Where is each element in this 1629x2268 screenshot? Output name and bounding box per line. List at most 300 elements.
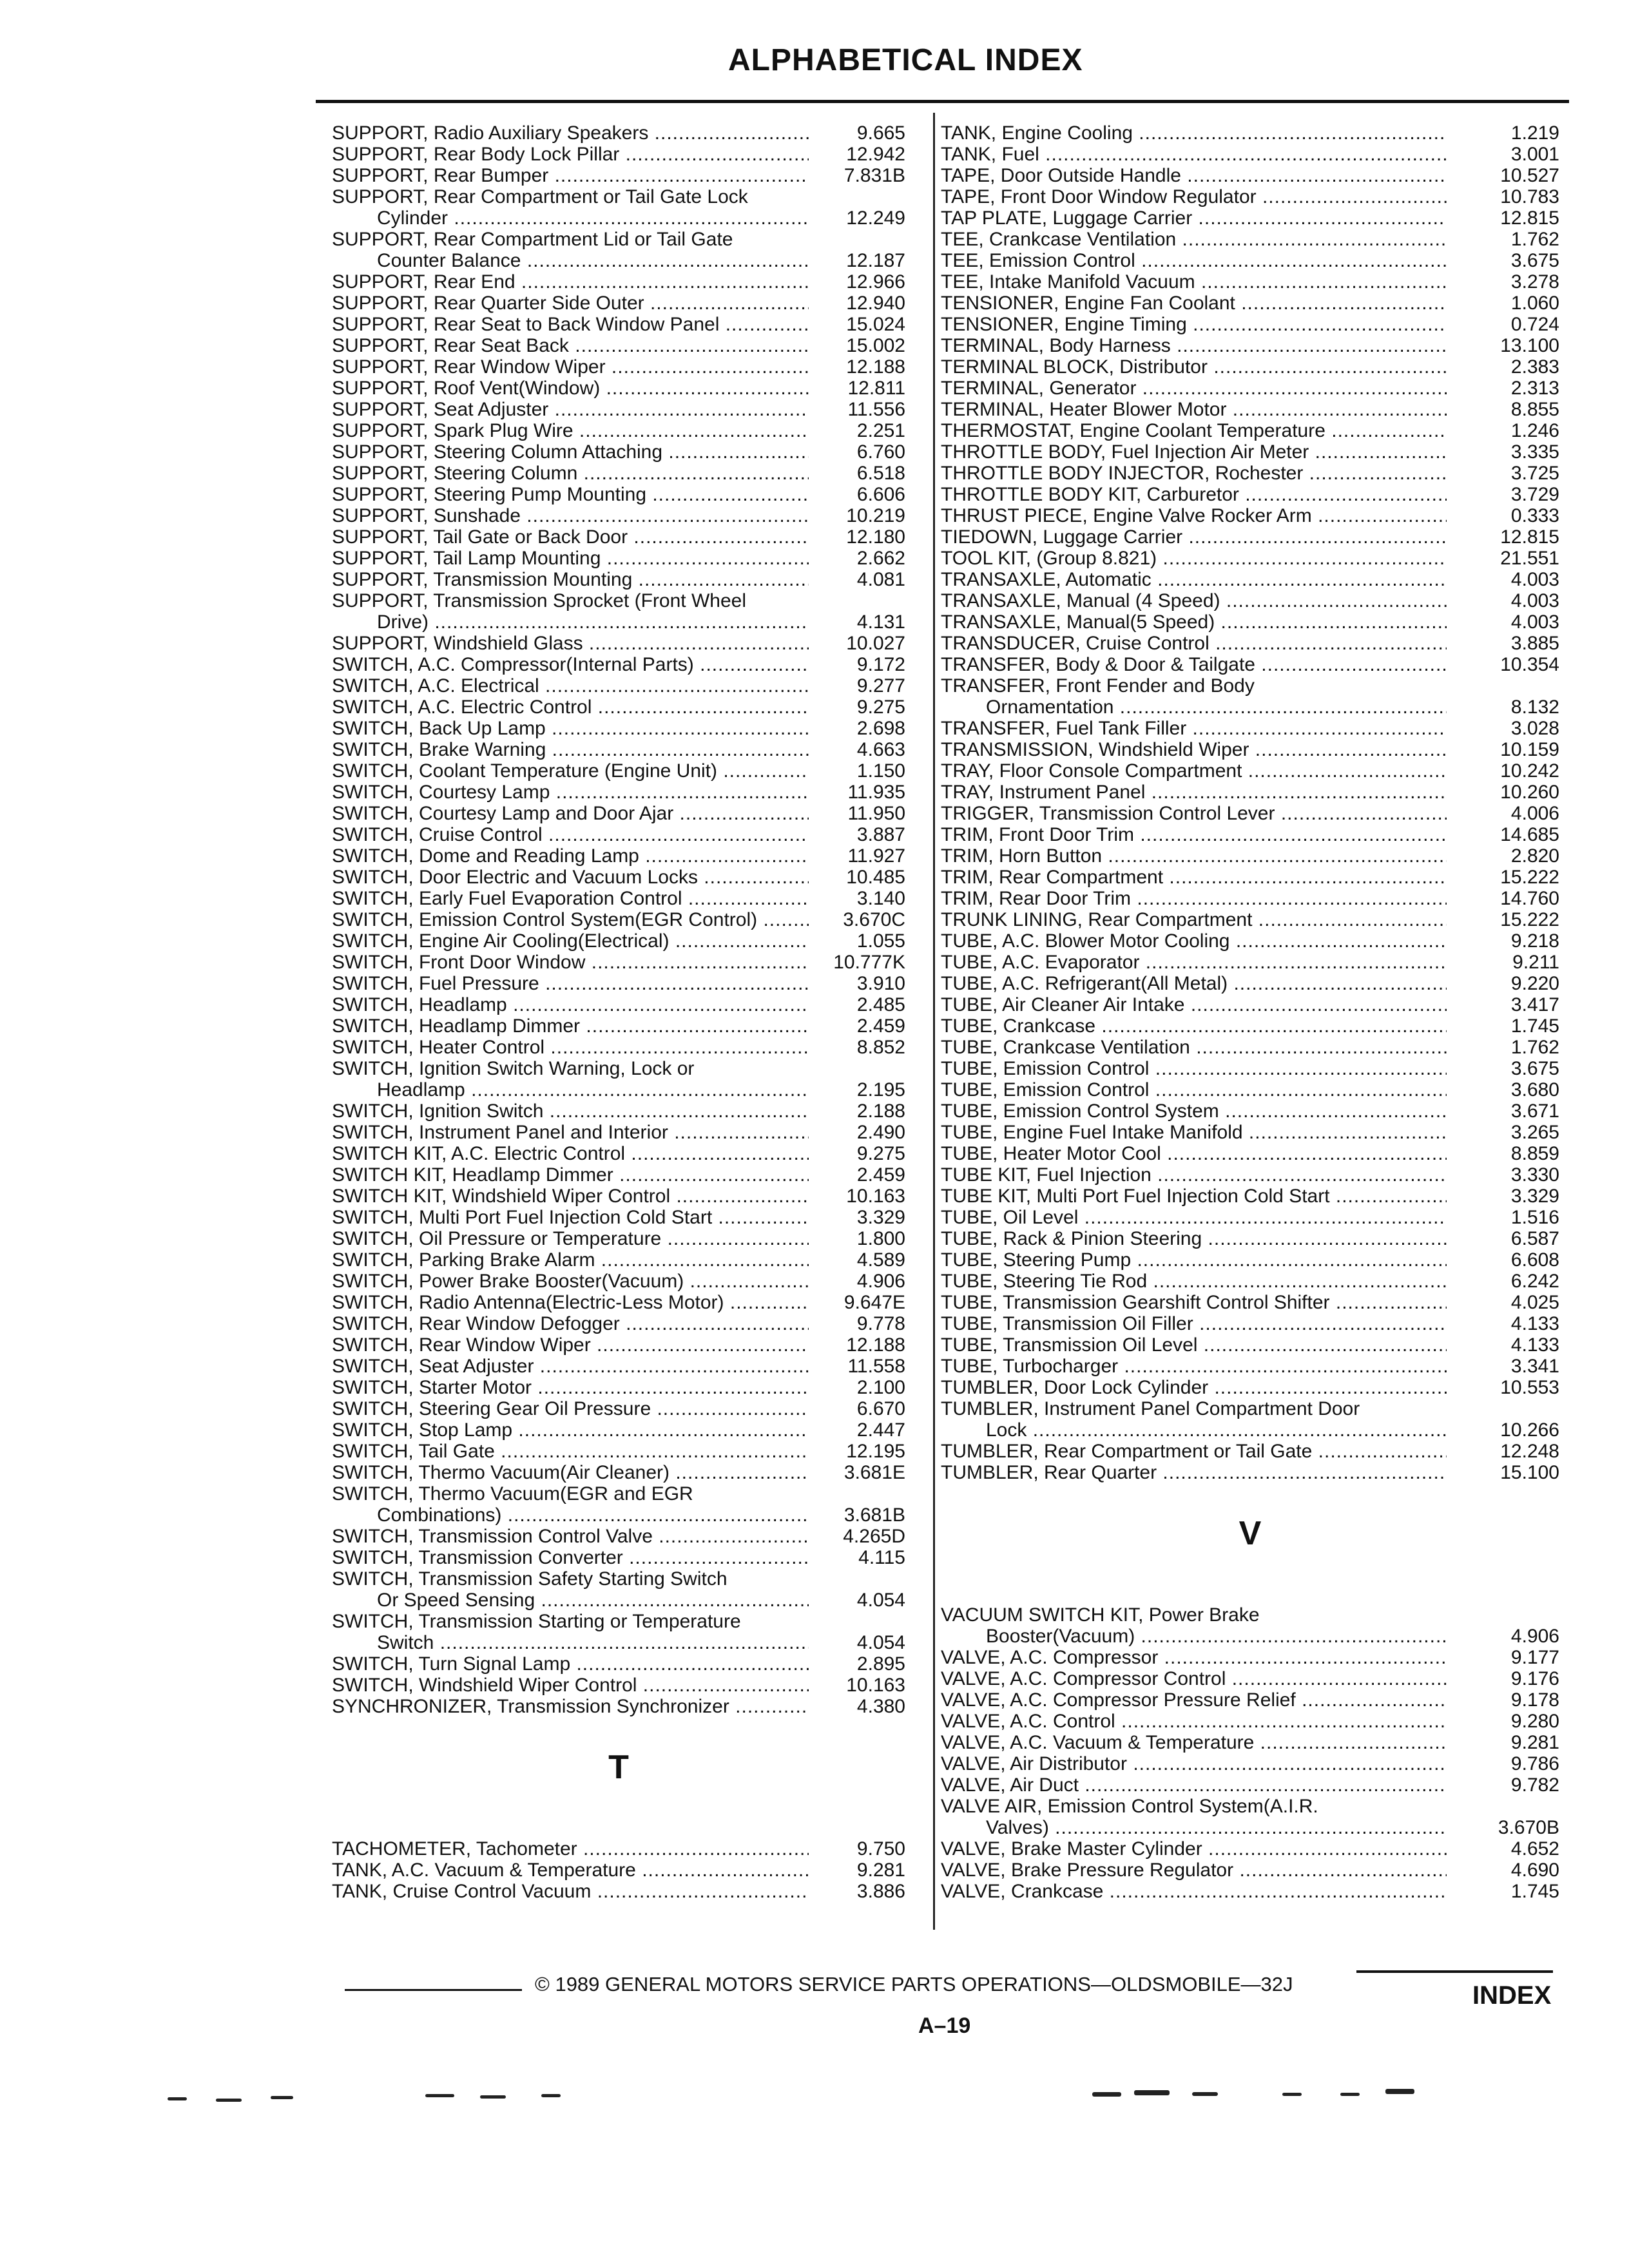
- entry-page-ref: 9.218: [1510, 930, 1559, 952]
- entry-text-continuation: Or Speed Sensing .....: [332, 1590, 809, 1611]
- entry-text: SWITCH, Courtesy Lamp and Door Ajar .....: [332, 803, 809, 824]
- entry-page-ref: 3.671: [1510, 1100, 1559, 1122]
- index-entry-label: [332, 505, 809, 526]
- index-entry: [941, 207, 1559, 229]
- entry-text: SWITCH, Coolant Temperature (Engine Unit) .....: [332, 760, 809, 782]
- index-entry-label: [332, 867, 809, 888]
- entry-page-ref: 8.852: [856, 1037, 905, 1058]
- entry-page-ref: 3.681E: [843, 1462, 905, 1483]
- entry-text: SUPPORT, Rear Window Wiper .....: [332, 356, 809, 378]
- scan-mark: [541, 2094, 561, 2097]
- entry-page-ref: 3.028: [1510, 718, 1559, 739]
- index-entry-label: [941, 633, 1447, 654]
- index-entry: [332, 1334, 905, 1356]
- entry-page-ref: 9.281: [1510, 1732, 1559, 1753]
- entry-text: SWITCH KIT, A.C. Electric Control .....: [332, 1143, 809, 1164]
- index-entry: [332, 590, 905, 633]
- index-entry-label: [941, 1732, 1447, 1753]
- index-entry-label: [941, 718, 1447, 739]
- entry-text: TIEDOWN, Luggage Carrier .....: [941, 526, 1447, 548]
- entry-text: SWITCH, A.C. Compressor(Internal Parts) .....: [332, 654, 809, 675]
- index-entry: [941, 1689, 1559, 1711]
- entry-list: [332, 122, 905, 1717]
- entry-text: TERMINAL, Generator .....: [941, 378, 1447, 399]
- entry-page-ref: 9.178: [1510, 1689, 1559, 1711]
- index-entry: [332, 548, 905, 569]
- index-entry: [332, 1122, 905, 1143]
- index-entry: [332, 1377, 905, 1398]
- index-entry: [332, 1249, 905, 1271]
- entry-text-continuation: Switch .....: [332, 1632, 809, 1653]
- index-entry: [941, 1732, 1559, 1753]
- entry-page-ref: 10.783: [1500, 186, 1559, 207]
- entry-text: SUPPORT, Rear Quarter Side Outer .....: [332, 293, 809, 314]
- index-entry-label: [941, 1122, 1447, 1143]
- scan-mark: [480, 2095, 506, 2099]
- entry-text: VALVE, A.C. Vacuum & Temperature .....: [941, 1732, 1447, 1753]
- index-entry-label: [941, 1037, 1447, 1058]
- entry-page-ref: 4.265D: [843, 1526, 905, 1547]
- index-entry-label: [332, 1100, 809, 1122]
- index-entry: [941, 165, 1559, 186]
- entry-text: TUBE, A.C. Evaporator .....: [941, 952, 1447, 973]
- entry-text: SWITCH, Dome and Reading Lamp .....: [332, 845, 809, 867]
- index-entry: [941, 1143, 1559, 1164]
- index-entry: [941, 888, 1559, 909]
- entry-page-ref: 12.811: [847, 378, 905, 399]
- entry-page-ref: 9.220: [1510, 973, 1559, 994]
- index-entry-label: [332, 1122, 809, 1143]
- index-entry: [332, 144, 905, 165]
- scan-mark: [1282, 2093, 1302, 2096]
- index-entry: [941, 633, 1559, 654]
- scan-mark: [271, 2096, 293, 2099]
- entry-page-ref: 3.725: [1510, 463, 1559, 484]
- index-entry: [332, 1015, 905, 1037]
- index-entry: [941, 526, 1559, 548]
- index-entry: [941, 335, 1559, 356]
- entry-page-ref: 15.100: [1500, 1462, 1559, 1483]
- entry-text: VALVE, Air Distributor .....: [941, 1753, 1447, 1774]
- entry-page-ref: 1.516: [1510, 1207, 1559, 1228]
- entry-text: VALVE, A.C. Control .....: [941, 1711, 1447, 1732]
- entry-text: TERMINAL, Heater Blower Motor .....: [941, 399, 1447, 420]
- entry-page-ref: 1.219: [1510, 122, 1559, 144]
- footer-rule-left: [345, 1989, 522, 1991]
- index-entry-label: [941, 420, 1447, 441]
- entry-text: TUBE, Engine Fuel Intake Manifold .....: [941, 1122, 1447, 1143]
- entry-text: TANK, Fuel .....: [941, 144, 1447, 165]
- left-column: [332, 122, 905, 1902]
- index-entry-label: [332, 1881, 809, 1902]
- entry-text: TRANSAXLE, Manual (4 Speed) .....: [941, 590, 1447, 611]
- entry-page-ref: 4.006: [1510, 803, 1559, 824]
- entry-text: SWITCH KIT, Headlamp Dimmer .....: [332, 1164, 809, 1186]
- index-entry: [332, 484, 905, 505]
- index-entry: [941, 1881, 1559, 1902]
- index-entry: [332, 1292, 905, 1313]
- index-entry-label: [941, 952, 1447, 973]
- entry-text: SUPPORT, Radio Auxiliary Speakers .....: [332, 122, 809, 144]
- index-entry-label: [941, 1398, 1447, 1441]
- entry-page-ref: 3.675: [1510, 1058, 1559, 1079]
- index-entry: [332, 122, 905, 144]
- index-entry-label: [941, 1143, 1447, 1164]
- index-entry-label: [941, 1079, 1447, 1100]
- entry-page-ref: 10.163: [846, 1675, 905, 1696]
- entry-text: VALVE, A.C. Compressor Pressure Relief .....: [941, 1689, 1447, 1711]
- index-entry-label: [332, 122, 809, 144]
- entry-text: SWITCH, Parking Brake Alarm .....: [332, 1249, 809, 1271]
- entry-page-ref: 3.729: [1510, 484, 1559, 505]
- entry-page-ref: 11.556: [847, 399, 905, 420]
- index-entry: [332, 1462, 905, 1483]
- entry-page-ref: 2.485: [856, 994, 905, 1015]
- index-entry: [332, 293, 905, 314]
- entry-text: TRANSFER, Body & Door & Tailgate .....: [941, 654, 1447, 675]
- index-entry-label: [941, 994, 1447, 1015]
- index-entry-label: [332, 824, 809, 845]
- entry-page-ref: 3.885: [1510, 633, 1559, 654]
- entry-text: TRIM, Rear Compartment .....: [941, 867, 1447, 888]
- index-entry-label: [332, 845, 809, 867]
- entry-page-ref: 14.760: [1500, 888, 1559, 909]
- index-entry: [332, 420, 905, 441]
- index-entry: [941, 569, 1559, 590]
- index-entry-label: [941, 186, 1447, 207]
- index-entry-label: [941, 1186, 1447, 1207]
- entry-page-ref: 3.887: [856, 824, 905, 845]
- index-entry: [332, 1881, 905, 1902]
- index-entry-label: [332, 1228, 809, 1249]
- entry-text: SWITCH, Early Fuel Evaporation Control .....: [332, 888, 809, 909]
- entry-page-ref: 21.551: [1500, 548, 1559, 569]
- index-entry-label: [332, 186, 809, 229]
- index-entry: [332, 1228, 905, 1249]
- index-entry: [941, 250, 1559, 271]
- entry-text-continuation: Booster(Vacuum) .....: [941, 1626, 1447, 1647]
- index-entry-label: [941, 782, 1447, 803]
- entry-page-ref: 9.172: [856, 654, 905, 675]
- index-entry: [941, 122, 1559, 144]
- index-entry-label: [332, 548, 809, 569]
- index-entry: [941, 1462, 1559, 1483]
- scan-mark: [1092, 2092, 1121, 2097]
- entry-page-ref: 12.180: [846, 526, 905, 548]
- index-entry-label: [332, 314, 809, 335]
- entry-text: TEE, Crankcase Ventilation .....: [941, 229, 1447, 250]
- entry-text: VALVE AIR, Emission Control System(A.I.R.: [941, 1796, 1318, 1817]
- index-entry-label: [332, 1207, 809, 1228]
- index-entry: [941, 314, 1559, 335]
- entry-page-ref: 9.275: [856, 1143, 905, 1164]
- entry-text: SWITCH, Headlamp .....: [332, 994, 809, 1015]
- section-letter-v: V: [1239, 1515, 1262, 1552]
- index-entry-label: [332, 675, 809, 697]
- entry-page-ref: 3.886: [856, 1881, 905, 1902]
- index-entry: [332, 378, 905, 399]
- entry-text: SUPPORT, Sunshade .....: [332, 505, 809, 526]
- entry-text: TAPE, Front Door Window Regulator .....: [941, 186, 1447, 207]
- entry-text: SWITCH, Steering Gear Oil Pressure .....: [332, 1398, 809, 1419]
- entry-page-ref: 3.417: [1510, 994, 1559, 1015]
- index-entry-label: [332, 718, 809, 739]
- column-divider: [933, 113, 935, 1930]
- entry-page-ref: 2.100: [856, 1377, 905, 1398]
- entry-text: SUPPORT, Tail Gate or Back Door .....: [332, 526, 809, 548]
- entry-text: SWITCH, Transmission Safety Starting Switch: [332, 1568, 728, 1590]
- entry-text: SWITCH, Thermo Vacuum(EGR and EGR: [332, 1483, 693, 1504]
- index-entry-label: [332, 165, 809, 186]
- index-entry-label: [332, 526, 809, 548]
- entry-text: TRUNK LINING, Rear Compartment .....: [941, 909, 1447, 930]
- entry-page-ref: 15.002: [846, 335, 905, 356]
- index-entry: [332, 271, 905, 293]
- entry-page-ref: 3.329: [1510, 1186, 1559, 1207]
- entry-text: SWITCH, Multi Port Fuel Injection Cold Start .....: [332, 1207, 809, 1228]
- index-entry-label: [332, 1037, 809, 1058]
- index-entry: [332, 1653, 905, 1675]
- entry-text: TUBE, Transmission Oil Level .....: [941, 1334, 1447, 1356]
- index-entry-label: [941, 803, 1447, 824]
- entry-text-continuation: Combinations) .....: [332, 1504, 809, 1526]
- entry-text: SWITCH, Transmission Starting or Temperature: [332, 1611, 741, 1632]
- index-entry: [332, 654, 905, 675]
- index-entry-label: [332, 1675, 809, 1696]
- index-entry-label: [941, 930, 1447, 952]
- entry-page-ref: 8.855: [1510, 399, 1559, 420]
- entry-page-ref: 10.159: [1500, 739, 1559, 760]
- entry-text-continuation: Drive) .....: [332, 611, 809, 633]
- entry-text: SUPPORT, Windshield Glass .....: [332, 633, 809, 654]
- section-tag: INDEX: [1472, 1981, 1552, 2010]
- entry-page-ref: 9.280: [1510, 1711, 1559, 1732]
- index-entry-label: [941, 1228, 1447, 1249]
- entry-text: SWITCH, Rear Window Defogger .....: [332, 1313, 809, 1334]
- index-entry-label: [941, 229, 1447, 250]
- entry-text: SWITCH, Ignition Switch .....: [332, 1100, 809, 1122]
- entry-text: TUBE, Air Cleaner Air Intake .....: [941, 994, 1447, 1015]
- entry-page-ref: 3.278: [1510, 271, 1559, 293]
- index-entry-label: [941, 1271, 1447, 1292]
- index-entry: [332, 1356, 905, 1377]
- entry-page-ref: 1.762: [1510, 1037, 1559, 1058]
- entry-page-ref: 4.906: [856, 1271, 905, 1292]
- index-entry: [332, 1398, 905, 1419]
- entry-text: VALVE, A.C. Compressor Control .....: [941, 1668, 1447, 1689]
- entry-text: SWITCH, Brake Warning .....: [332, 739, 809, 760]
- index-entry-label: [332, 782, 809, 803]
- entry-text: SWITCH, Windshield Wiper Control .....: [332, 1675, 809, 1696]
- entry-page-ref: 1.745: [1510, 1015, 1559, 1037]
- index-entry: [941, 1796, 1559, 1838]
- entry-text: SWITCH, Ignition Switch Warning, Lock or: [332, 1058, 695, 1079]
- entry-text: TRANSFER, Fuel Tank Filler .....: [941, 718, 1447, 739]
- index-entry: [332, 1207, 905, 1228]
- entry-text: SYNCHRONIZER, Transmission Synchronizer .....: [332, 1696, 809, 1717]
- entry-page-ref: 4.003: [1510, 569, 1559, 590]
- entry-page-ref: 9.177: [1510, 1647, 1559, 1668]
- entry-text: SWITCH, Front Door Window .....: [332, 952, 809, 973]
- entry-page-ref: 12.195: [846, 1441, 905, 1462]
- index-entry: [941, 1860, 1559, 1881]
- index-entry: [332, 1143, 905, 1164]
- index-entry: [941, 144, 1559, 165]
- entry-text: SWITCH, Back Up Lamp .....: [332, 718, 809, 739]
- index-entry-label: [332, 1462, 809, 1483]
- entry-page-ref: 12.940: [846, 293, 905, 314]
- index-entry: [941, 973, 1559, 994]
- entry-text: SUPPORT, Seat Adjuster .....: [332, 399, 809, 420]
- index-entry: [941, 1271, 1559, 1292]
- index-entry-label: [332, 1143, 809, 1164]
- index-entry: [941, 1249, 1559, 1271]
- index-entry: [332, 399, 905, 420]
- index-entry-label: [332, 229, 809, 271]
- entry-page-ref: 2.459: [856, 1164, 905, 1186]
- index-entry-label: [332, 803, 809, 824]
- page-title: ALPHABETICAL INDEX: [728, 43, 1083, 77]
- index-entry-label: [941, 250, 1447, 271]
- index-entry: [941, 611, 1559, 633]
- entry-text: TRIM, Rear Door Trim .....: [941, 888, 1447, 909]
- index-entry-label: [941, 739, 1447, 760]
- entry-text: SWITCH, Engine Air Cooling(Electrical) .....: [332, 930, 809, 952]
- index-entry-label: [941, 1207, 1447, 1228]
- index-entry-label: [332, 1398, 809, 1419]
- entry-page-ref: 3.330: [1510, 1164, 1559, 1186]
- entry-text: TUBE, A.C. Refrigerant(All Metal) .....: [941, 973, 1447, 994]
- entry-text: THERMOSTAT, Engine Coolant Temperature .....: [941, 420, 1447, 441]
- index-entry: [332, 845, 905, 867]
- index-entry: [941, 867, 1559, 888]
- index-entry-label: [332, 1653, 809, 1675]
- index-entry-label: [332, 760, 809, 782]
- index-entry-label: [332, 356, 809, 378]
- index-entry: [332, 229, 905, 271]
- entry-text: SWITCH, Cruise Control .....: [332, 824, 809, 845]
- index-entry-label: [332, 144, 809, 165]
- entry-text: SUPPORT, Rear Compartment Lid or Tail Gate: [332, 229, 733, 250]
- entry-page-ref: 9.211: [1512, 952, 1559, 973]
- entry-list: [941, 122, 1559, 1483]
- index-entry: [332, 909, 905, 930]
- index-entry-label: [941, 1774, 1447, 1796]
- index-entry-label: [941, 654, 1447, 675]
- index-entry-label: [332, 1015, 809, 1037]
- index-entry: [332, 1483, 905, 1526]
- index-entry: [332, 356, 905, 378]
- index-entry-label: [332, 1058, 809, 1100]
- index-entry: [941, 930, 1559, 952]
- entry-text: SWITCH, Seat Adjuster .....: [332, 1356, 809, 1377]
- entry-text: SWITCH, Courtesy Lamp .....: [332, 782, 809, 803]
- index-entry-label: [941, 1356, 1447, 1377]
- entry-text: TUBE, A.C. Blower Motor Cooling .....: [941, 930, 1447, 952]
- entry-text: THROTTLE BODY, Fuel Injection Air Meter .....: [941, 441, 1447, 463]
- index-entry: [941, 1313, 1559, 1334]
- entry-page-ref: 10.553: [1500, 1377, 1559, 1398]
- entry-text: TENSIONER, Engine Timing .....: [941, 314, 1447, 335]
- entry-text: TERMINAL, Body Harness .....: [941, 335, 1447, 356]
- index-entry-label: [332, 994, 809, 1015]
- index-entry: [332, 441, 905, 463]
- entry-page-ref: 12.815: [1500, 207, 1559, 229]
- index-entry-label: [332, 1249, 809, 1271]
- entry-page-ref: 9.778: [856, 1313, 905, 1334]
- entry-page-ref: 9.176: [1510, 1668, 1559, 1689]
- index-entry: [332, 1611, 905, 1653]
- index-entry: [941, 1207, 1559, 1228]
- entry-text: TRANSFER, Front Fender and Body: [941, 675, 1255, 697]
- index-entry-label: [941, 463, 1447, 484]
- entry-text: SUPPORT, Steering Column .....: [332, 463, 809, 484]
- entry-page-ref: 10.527: [1500, 165, 1559, 186]
- index-entry: [332, 1838, 905, 1860]
- entry-page-ref: 1.150: [856, 760, 905, 782]
- index-entry-label: [941, 1838, 1447, 1860]
- index-entry: [941, 654, 1559, 675]
- entry-text: SUPPORT, Steering Column Attaching .....: [332, 441, 809, 463]
- entry-text: SWITCH, A.C. Electrical .....: [332, 675, 809, 697]
- entry-text: SWITCH, Oil Pressure or Temperature .....: [332, 1228, 809, 1249]
- index-entry-label: [941, 1796, 1447, 1838]
- entry-text: VACUUM SWITCH KIT, Power Brake: [941, 1604, 1260, 1626]
- entry-page-ref: 4.663: [856, 739, 905, 760]
- entry-text: TUBE, Turbocharger .....: [941, 1356, 1447, 1377]
- entry-page-ref: 3.680: [1510, 1079, 1559, 1100]
- entry-text: TRANSDUCER, Cruise Control .....: [941, 633, 1447, 654]
- entry-text: TRIGGER, Transmission Control Lever .....: [941, 803, 1447, 824]
- index-entry: [941, 505, 1559, 526]
- index-entry: [332, 186, 905, 229]
- entry-page-ref: 4.025: [1510, 1292, 1559, 1313]
- index-entry: [332, 526, 905, 548]
- entry-text: TEE, Intake Manifold Vacuum .....: [941, 271, 1447, 293]
- entry-page-ref: 9.750: [856, 1838, 905, 1860]
- index-entry-label: [332, 441, 809, 463]
- index-entry: [332, 1441, 905, 1462]
- entry-page-ref: 2.251: [856, 420, 905, 441]
- entry-list: [941, 1604, 1559, 1902]
- index-entry: [332, 1313, 905, 1334]
- scan-mark: [168, 2097, 187, 2100]
- index-entry: [941, 186, 1559, 207]
- index-entry-label: [941, 845, 1447, 867]
- entry-page-ref: 4.652: [1510, 1838, 1559, 1860]
- index-entry: [332, 1696, 905, 1717]
- index-entry: [332, 782, 905, 803]
- entry-text: TUBE, Emission Control .....: [941, 1079, 1447, 1100]
- index-entry-label: [332, 973, 809, 994]
- entry-text: TOOL KIT, (Group 8.821) .....: [941, 548, 1447, 569]
- entry-page-ref: 12.249: [846, 207, 905, 229]
- index-entry: [332, 973, 905, 994]
- page-number: A–19: [918, 2013, 971, 2038]
- index-entry: [941, 1356, 1559, 1377]
- entry-page-ref: 11.950: [847, 803, 905, 824]
- index-entry: [941, 952, 1559, 973]
- index-entry-label: [941, 484, 1447, 505]
- index-entry: [941, 463, 1559, 484]
- entry-text: SUPPORT, Rear Bumper .....: [332, 165, 809, 186]
- index-entry: [941, 1711, 1559, 1732]
- entry-page-ref: 3.335: [1510, 441, 1559, 463]
- entry-text: TANK, A.C. Vacuum & Temperature .....: [332, 1860, 809, 1881]
- index-entry: [941, 1441, 1559, 1462]
- index-entry: [941, 1122, 1559, 1143]
- entry-page-ref: 10.354: [1500, 654, 1559, 675]
